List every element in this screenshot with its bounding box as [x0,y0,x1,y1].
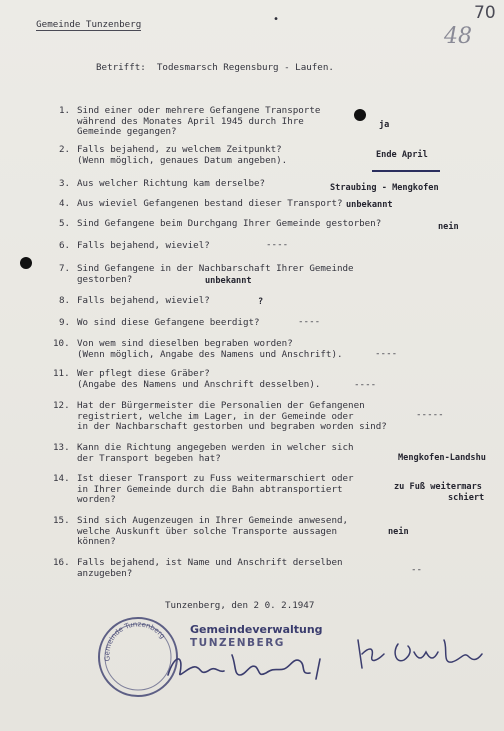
answer-11: ---- [354,379,377,390]
question-12-text: Hat der Bürgermeister die Personalien der Gefangenen registriert, welche im Lager, in der Gemeinde oder in der Nachbarschaft gestorben und begraben worden sind? [77,400,387,433]
municipality-name: Gemeinde Tunzenberg [36,18,142,30]
question-14-number: 14. [53,473,70,484]
answer-8: ? [258,297,264,307]
question-6-number: 6. [59,240,71,251]
question-5-number: 5. [59,218,71,229]
question-16-number: 16. [53,557,70,568]
question-13-text: Kann die Richtung angegeben werden in welcher sich der Transport begeben hat? [77,442,354,464]
page-number: 70 [474,3,496,23]
answer-9: ---- [298,316,321,327]
subject-line [96,63,334,74]
answer-12: ----- [416,409,444,420]
question-2-number: 2. [59,144,71,155]
question-4-number: 4. [59,198,71,209]
dot-mark: • [273,14,280,25]
answer-14-line-2: schiert [448,493,485,503]
answer-3: Straubing - Mengkofen [330,183,439,193]
question-11-number: 11. [53,368,70,379]
question-9-number: 9. [59,317,71,328]
question-1-number: 1. [59,105,71,116]
subject-text: Todesmarsch Regensburg - Laufen. [156,62,334,73]
question-8-number: 8. [59,295,71,306]
answer-7: unbekannt [205,276,252,286]
question-3-number: 3. [59,178,71,189]
question-7-number: 7. [59,263,71,274]
stamp-line-2: TUNZENBERG [190,637,285,649]
punch-hole-top [354,109,366,121]
place-date: Tunzenberg, den 2 0. 2.1947 [165,600,315,611]
answer-6: ---- [266,239,289,250]
question-12-number: 12. [53,400,70,411]
answer-13: Mengkofen-Landshu [398,453,486,463]
question-16-text: Falls bejahend, ist Name und Anschrift derselben anzugeben? [77,557,343,579]
answer-2-underline [372,170,440,172]
question-15-number: 15. [53,515,70,526]
question-9-text: Wo sind diese Gefangene beerdigt? [77,317,260,328]
answer-10: ---- [375,348,398,359]
signature-right [352,630,492,675]
answer-2: Ende April [376,150,428,160]
answer-14-line-1: zu Fuß weitermars [394,482,482,492]
stamp-line-1: Gemeindeverwaltung [190,623,323,636]
question-2-text: Falls bejahend, zu welchem Zeitpunkt? (Wenn möglich, genaues Datum angeben). [77,144,288,166]
question-4-text: Aus wieviel Gefangenen bestand dieser Transport? [77,198,343,209]
question-3-text: Aus welcher Richtung kam derselbe? [77,178,266,189]
question-6-text: Falls bejahend, wieviel? [77,240,210,251]
question-14-text: Ist dieser Transport zu Fuss weitermarschiert oder in Ihrer Gemeinde durch die Bahn abtransportiert worden? [77,473,354,506]
question-1-text: Sind einer oder mehrere Gefangene Transporte während des Monates April 1945 durch Ihre Gemeinde gegangen? [77,105,321,138]
question-15-text: Sind sich Augenzeugen in Ihrer Gemeinde anwesend, welche Auskunft über solche Transporte aussagen können? [77,515,349,548]
answer-4: unbekannt [346,200,393,210]
question-11-text: Wer pflegt diese Gräber? (Angabe des Namens und Anschrift desselben). [77,368,321,390]
municipality-heading [14,9,141,41]
question-13-number: 13. [53,442,70,453]
answer-1: ja [379,120,390,130]
question-8-text: Falls bejahend, wieviel? [77,295,210,306]
answer-5: nein [438,222,459,232]
question-5-text: Sind Gefangene beim Durchgang Ihrer Gemeinde gestorben? [77,218,382,229]
punch-hole-left [20,257,32,269]
pencil-mark: 48 [444,24,472,49]
signature-left [160,645,360,685]
seal-text: Gemeinde Tunzenberg [103,620,167,662]
subject-label: Betrifft: [96,62,146,73]
question-7-text: Sind Gefangene in der Nachbarschaft Ihrer Gemeinde gestorben? [77,263,354,285]
question-10-number: 10. [53,338,70,349]
question-10-text: Von wem sind dieselben begraben worden? (Wenn möglich, Angabe des Namens und Anschrift). [77,338,343,360]
answer-15: nein [388,527,409,537]
answer-16: -- [411,564,423,575]
